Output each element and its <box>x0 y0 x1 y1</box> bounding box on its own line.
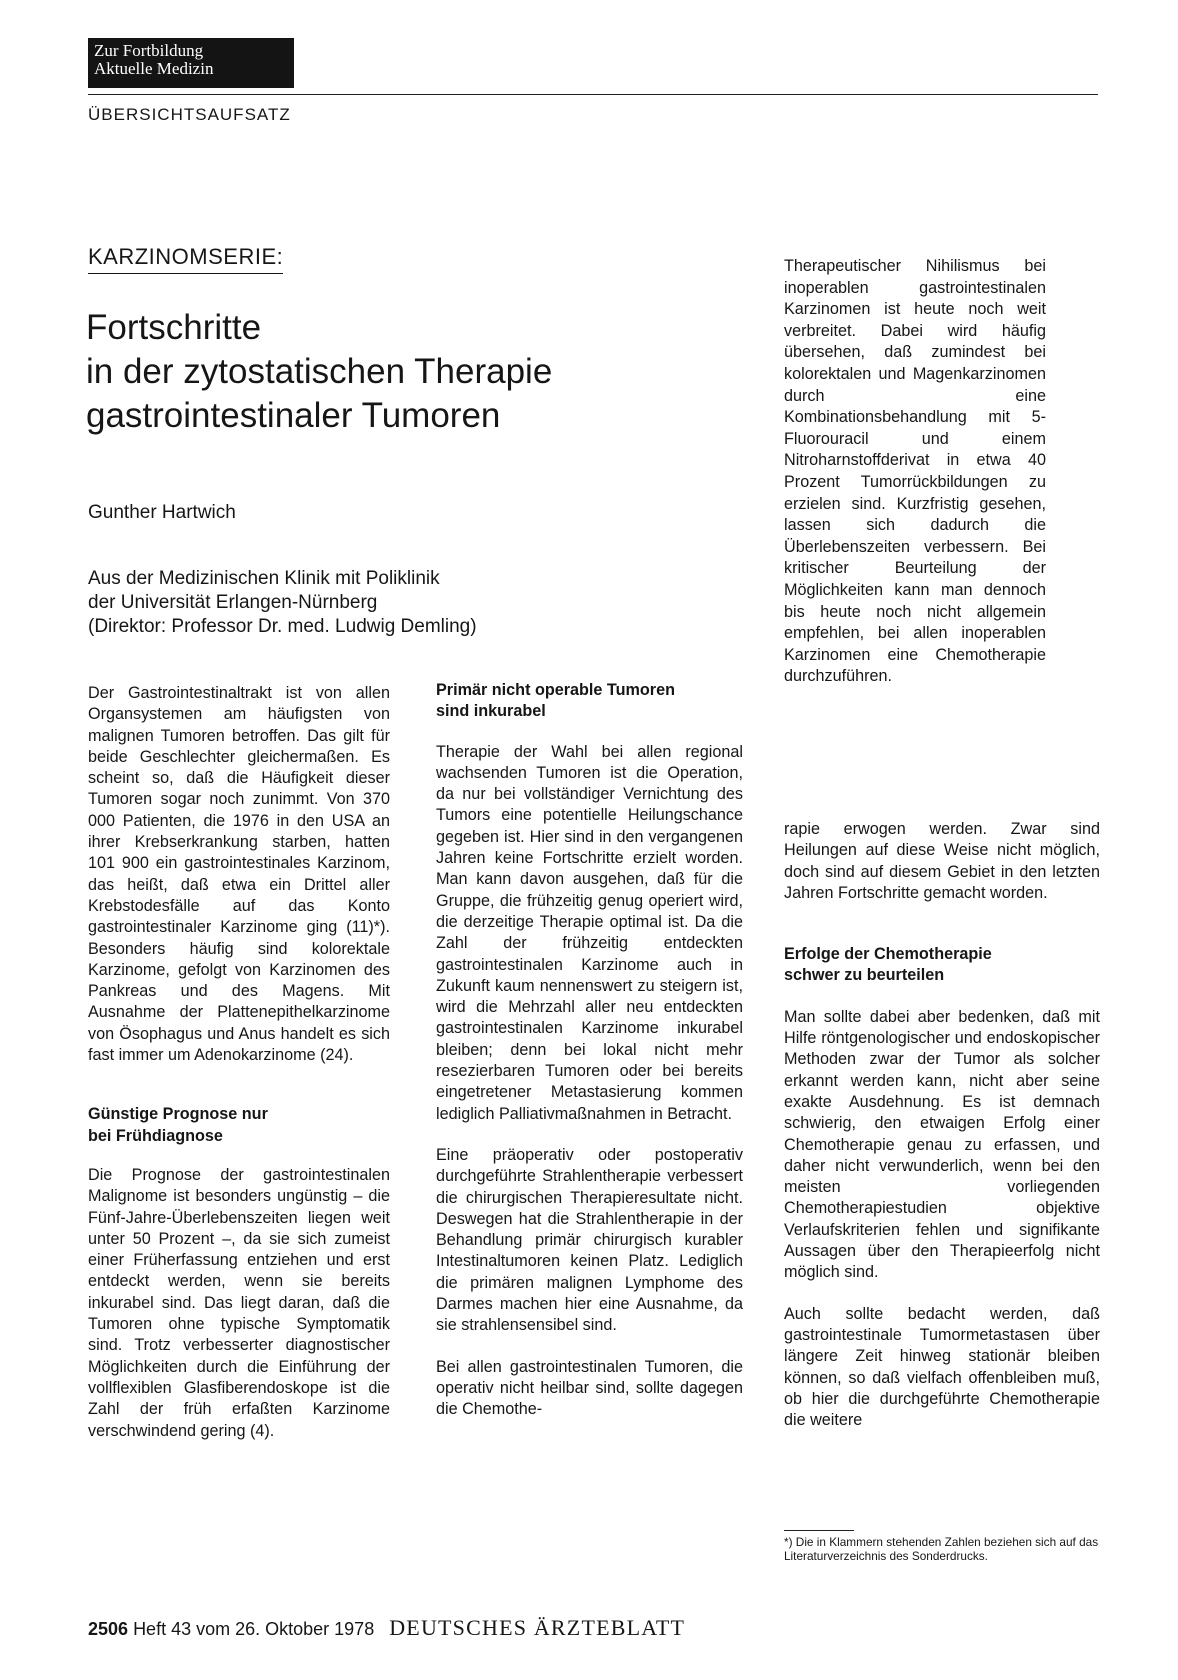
col2-paragraph-1: Therapie der Wahl bei allen regional wachsenden Tumoren ist die Operation, da nur bei vollständiger Vernichtung des Tumors eine potentielle Heilungschance gegeben ist. Hier sind in den vergangenen Jahren keine Fortschritte erzielt worden. Man kann davon ausgehen, daß für die Gruppe, die frühzeitig genug operiert wird, die derzeitige Therapie optimal ist. Da die Zahl der frühzeitig entdeckten gastrointestinalen Karzinome auch in Zukunft kaum nennenswert zu steigern ist, wird die Mehrzahl aller neu entdeckten gastrointestinalen Karzinome inkurabel bleiben; denn bei lokal nicht mehr resezierbaren Tumoren oder bei bereits eingetretener Metastasierung kommen lediglich Palliativmaßnahmen in Betracht. <box>436 742 743 1123</box>
col2-paragraph-3: Bei allen gastrointestinalen Tumoren, die operativ nicht heilbar sind, sollte dagegen die Chemothe- <box>436 1357 743 1419</box>
col3-heading <box>784 944 1100 987</box>
header-rule <box>88 94 1098 95</box>
series-line-2: Aktuelle Medizin <box>94 59 214 78</box>
col3-paragraph-1: rapie erwogen werden. Zwar sind Heilungen auf diese Weise nicht möglich, doch sind auf diesem Gebiet in den letzten Jahren Fortschritte gemacht worden. <box>784 820 1100 902</box>
title-line-1: Fortschritte <box>86 308 262 347</box>
col2-paragraph-2: Eine präoperativ oder postoperativ durchgeführte Strahlentherapie verbessert die chirurgischen Therapieresultate nicht. Deswegen hat die Strahlentherapie in der Behandlung primär chirurgisch kurabler Intestinaltumoren keinen Platz. Lediglich die primären malignen Lymphome des Darmes machen hier eine Ausnahme, da sie strahlensensibel sind. <box>436 1145 743 1335</box>
col1-heading-line-2: bei Frühdiagnose <box>88 1126 223 1145</box>
author-name: Gunther Hartwich <box>88 502 236 523</box>
column-2 <box>436 680 743 1421</box>
title-line-3: gastrointestinaler Tumoren <box>86 396 501 435</box>
page-number: 2506 <box>88 1619 129 1639</box>
article-kicker: KARZINOMSERIE: <box>88 244 283 274</box>
col3-paragraph-2: Man sollte dabei aber bedenken, daß mit Hilfe röntgenologischer und endoskopischer Methoden zwar der Tumor als solcher erkannt werden kann, nicht aber seine exakte Ausdehnung. Es ist demnach schwierig, den etwaigen Erfolg einer Chemotherapie genau zu erfassen, und daher nicht verwunderlich, wenn bei den meisten vorliegenden Chemotherapiestudien objektive Verlaufskriterien fehlen und signifikante Aussagen über den Therapieerfolg nicht möglich sind. <box>784 1007 1100 1282</box>
section-label: ÜBERSICHTSAUFSATZ <box>88 105 291 124</box>
col1-paragraph-1: Der Gastrointestinaltrakt ist von allen Organsystemen am häufigsten von malignen Tumoren betroffen. Das gilt für beide Geschlechter gleichermaßen. Es scheint so, daß die Häufigkeit dieser Tumoren sogar noch zunimmt. Von 370 000 Patienten, die 1976 in den USA an ihrer Krebserkrankung starben, hatten 101 900 ein gastrointestinales Karzinom, das heißt, daß etwa ein Drittel aller Krebstodesfälle auf das Konto gastrointestinaler Karzinome ging (11)*). Besonders häufig sind kolorektale Karzinome, gefolgt von Karzinomen des Pankreas und des Magens. Mit Ausnahme der Plattenepithelkarzinome von Ösophagus und Anus handelt es sich fast immer um Adenokarzinome (24). <box>88 684 390 1065</box>
abstract: Therapeutischer Nihilismus bei inoperablen gastrointestinalen Karzinomen ist heute noch weit verbreitet. Dabei wird häufig übersehen, daß zumindest bei kolorektalen und Magenkarzinomen durch eine Kombinationsbehandlung mit 5-Fluorouracil und einem Nitroharnstoffderivat in etwa 40 Prozent Tumorrückbildungen zu erzielen sind. Kurzfristig gesehen, lassen sich dadurch die Überlebenszeiten verbessern. Bei kritischer Beurteilung der Möglichkeiten kann man dennoch bis heute noch nicht allgemein empfehlen, bei allen inoperablen Karzinomen eine Chemotherapie durchzuführen. <box>784 257 1046 686</box>
title-line-2: in der zytostatischen Therapie <box>86 352 553 391</box>
affiliation-line-1: Aus der Medizinischen Klinik mit Poliklinik <box>88 568 440 589</box>
column-1 <box>88 683 390 1442</box>
col3-heading-line-1: Erfolge der Chemotherapie <box>784 945 992 964</box>
footnote: *) Die in Klammern stehenden Zahlen beziehen sich auf das Literaturverzeichnis des Sonderdrucks. <box>784 1535 1099 1563</box>
article-title <box>86 306 726 438</box>
col3-paragraph-3: Auch sollte bedacht werden, daß gastrointestinale Tumormetastasen über längere Zeit hinweg stationär bleiben können, so daß vielfach offenbleiben muß, ob hier die durchgeführte Chemotherapie die weitere <box>784 1304 1100 1430</box>
page-footer <box>88 1615 685 1641</box>
affiliation <box>88 567 477 639</box>
col2-heading-line-1: Primär nicht operable Tumoren <box>436 681 675 699</box>
affiliation-line-3: (Direktor: Professor Dr. med. Ludwig Demling) <box>88 616 477 637</box>
affiliation-line-2: der Universität Erlangen-Nürnberg <box>88 592 378 613</box>
col2-heading-line-2: sind inkurabel <box>436 702 546 721</box>
series-label <box>88 38 294 88</box>
col1-heading <box>88 1104 390 1147</box>
col1-heading-line-1: Günstige Prognose nur <box>88 1105 268 1124</box>
magazine-name: DEUTSCHES ÄRZTEBLATT <box>389 1615 686 1640</box>
issue-info: Heft 43 vom 26. Oktober 1978 <box>133 1619 375 1639</box>
col2-heading <box>436 680 743 723</box>
col1-paragraph-2: Die Prognose der gastrointestinalen Malignome ist besonders ungünstig – die Fünf-Jahre-Überlebenszeiten liegen weit unter 50 Prozent –, da sie sich zumeist einer Früherfassung entziehen und erst entdeckt werden, wenn sie bereits inkurabel sind. Das liegt daran, daß die Tumoren ohne typische Symptomatik sind. Trotz verbesserter diagnostischer Möglichkeiten durch die Einführung der vollflexiblen Glasfiberendoskope ist die Zahl der früh erfaßten Karzinome verschwindend gering (4). <box>88 1165 390 1440</box>
col3-heading-line-2: schwer zu beurteilen <box>784 966 945 985</box>
footnote-rule <box>784 1530 854 1531</box>
series-line-1: Zur Fortbildung <box>94 41 204 60</box>
column-3 <box>784 819 1100 1431</box>
